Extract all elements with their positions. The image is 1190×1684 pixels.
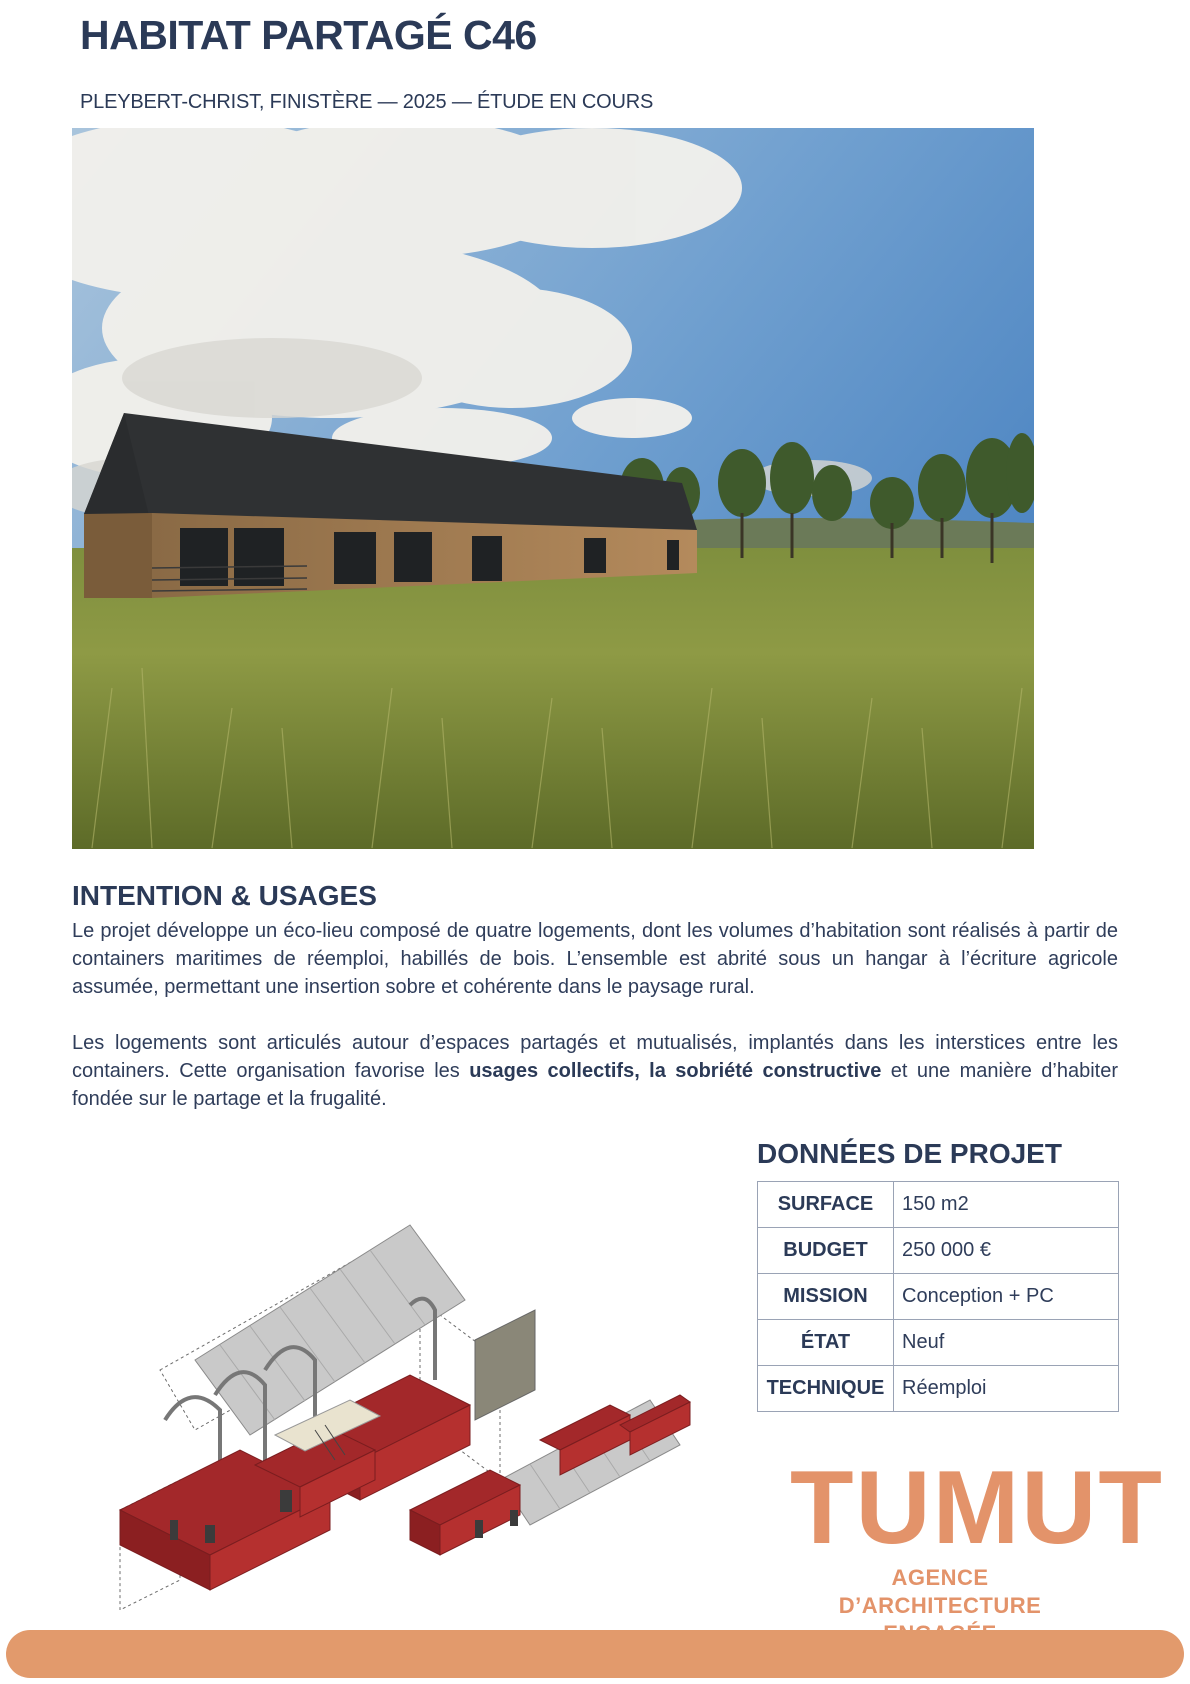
page-title: HABITAT PARTAGÉ C46	[80, 12, 537, 58]
project-data-table	[757, 1181, 1119, 1412]
row-label: TECHNIQUE	[758, 1366, 894, 1412]
agency-logo	[790, 1450, 1164, 1648]
table-row	[758, 1320, 1119, 1366]
row-label: ÉTAT	[758, 1320, 894, 1366]
paragraph-2-emphasis: usages collectifs, la sobriété constructive	[469, 1060, 882, 1082]
row-label: SURFACE	[758, 1182, 894, 1228]
project-data-title: DONNÉES DE PROJET	[757, 1138, 1062, 1169]
row-value: 250 000 €	[894, 1228, 1119, 1274]
table-row	[758, 1182, 1119, 1228]
intention-paragraph-2	[72, 1029, 1118, 1113]
project-subtitle: PLEYBERT-CHRIST, FINISTÈRE — 2025 — ÉTUDE EN COURS	[80, 91, 654, 113]
table-row	[758, 1274, 1119, 1320]
intention-paragraph-1: Le projet développe un éco-lieu composé de quatre logements, dont les volumes d’habitation sont réalisés à partir de containers maritimes de réemploi, habillés de bois. L’ensemble est abrité sous un hangar à l’écriture agricole assumée, permettant une insertion sobre et cohérente dans le paysage rural.	[72, 920, 1118, 998]
table-row	[758, 1228, 1119, 1274]
row-label: BUDGET	[758, 1228, 894, 1274]
intention-title: INTENTION & USAGES	[72, 880, 377, 911]
row-value: 150 m2	[894, 1182, 1119, 1228]
logo-wordmark: TUMUT	[790, 1450, 1164, 1566]
paragraph-2-end: et une manière d’habiter fondée sur le partage et la frugalité.	[72, 1060, 1118, 1110]
row-value: Neuf	[894, 1320, 1119, 1366]
table-row	[758, 1366, 1119, 1412]
footer-bar	[6, 1630, 1184, 1678]
row-value: Conception + PC	[894, 1274, 1119, 1320]
axonometric-diagram	[80, 1180, 740, 1610]
row-value: Réemploi	[894, 1366, 1119, 1412]
row-label: MISSION	[758, 1274, 894, 1320]
logo-tagline-line-1: AGENCE D’ARCHITECTURE	[838, 1565, 1042, 1618]
hero-render-image	[72, 128, 1034, 849]
paragraph-2-start: Les logements sont articulés autour d’espaces partagés et mutualisés, implantés dans les interstices entre les containers. Cette organisation favorise les	[72, 1032, 1118, 1082]
